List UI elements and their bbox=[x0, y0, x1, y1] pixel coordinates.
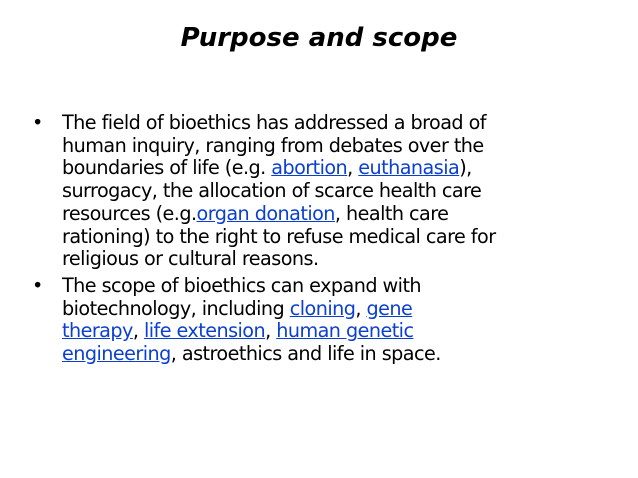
link-cloning[interactable]: cloning bbox=[289, 296, 356, 320]
bullet-2-line-4 bbox=[62, 343, 592, 366]
bullet-1-line-3 bbox=[62, 157, 592, 180]
separator: , bbox=[347, 156, 359, 180]
separator: , bbox=[355, 296, 367, 320]
bullet-item-2 bbox=[32, 275, 592, 366]
bullet-1-line-6: rationing) to the right to refuse medical care for bbox=[62, 224, 496, 248]
bullet-2-line-1: The scope of bioethics can expand with bbox=[62, 273, 422, 297]
bullet-1-line-4: surrogacy, the allocation of scarce health care bbox=[62, 179, 482, 203]
bullet-2-line-4-end: , astroethics and life in space. bbox=[170, 342, 441, 366]
link-life-extension[interactable]: life extension bbox=[143, 319, 266, 343]
link-human-genetic-engineering-part-2[interactable]: engineering bbox=[62, 342, 171, 366]
bullet-icon: • bbox=[32, 273, 44, 297]
bullet-1-line-1: The field of bioethics has addressed a broad of bbox=[62, 111, 486, 134]
bullet-1-line-3-text: boundaries of life (e.g. bbox=[62, 156, 272, 180]
link-organ-donation[interactable]: organ donation bbox=[196, 201, 335, 225]
link-gene-therapy-part-2[interactable]: therapy bbox=[62, 319, 133, 343]
bullet-2-line-3 bbox=[62, 320, 592, 343]
bullet-1-line-5-text: resources (e.g. bbox=[62, 201, 197, 225]
link-gene-therapy-part-1[interactable]: gene bbox=[366, 296, 413, 320]
bullet-1-line-2: human inquiry, ranging from debates over the bbox=[62, 133, 484, 157]
separator: , bbox=[132, 319, 144, 343]
bullet-1-line-3-end: ), bbox=[459, 156, 472, 180]
bullet-2-line-2 bbox=[62, 298, 592, 321]
bullet-item-1 bbox=[32, 112, 592, 271]
bullet-list bbox=[32, 112, 592, 370]
link-abortion[interactable]: abortion bbox=[271, 156, 348, 180]
link-euthanasia[interactable]: euthanasia bbox=[358, 156, 460, 180]
link-human-genetic-engineering-part-1[interactable]: human genetic bbox=[276, 319, 414, 343]
bullet-1-line-7: religious or cultural reasons. bbox=[62, 247, 319, 271]
bullet-icon: • bbox=[32, 111, 44, 134]
bullet-1-line-5-end: , health care bbox=[334, 201, 449, 225]
separator: , bbox=[265, 319, 277, 343]
bullet-1-line-5 bbox=[62, 203, 592, 226]
bullet-2-line-2-text: biotechnology, including bbox=[62, 296, 290, 320]
slide-title: Purpose and scope bbox=[180, 23, 458, 53]
